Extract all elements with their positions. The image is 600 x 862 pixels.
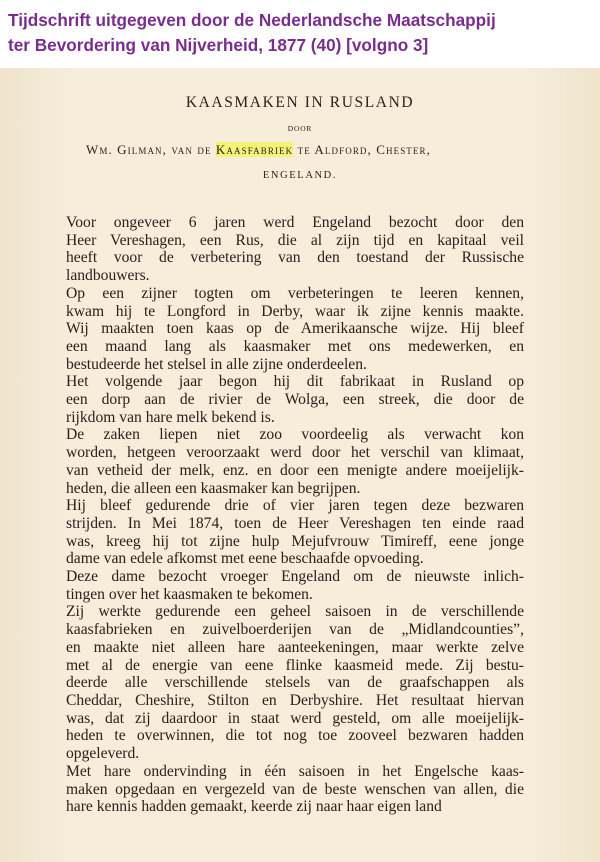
paragraph-line: heden te overwinnen, die tot nog toe zooveel bezwaren hadden [66, 727, 524, 745]
paragraph-line: heeft voor de verbetering van den toestand der Russische [66, 249, 524, 267]
citation-line-2: ter Bevordering van Nijverheid, 1877 (40) [volgno 3] [8, 35, 429, 55]
paragraph-line: Op een zijner togten om verbeteringen te leeren kennen, [66, 284, 524, 302]
paragraph-line: heden, die alleen een kaasmaker kan begrijpen. [66, 479, 361, 497]
paragraph-line: landbouwers. [66, 267, 150, 285]
paragraph [48, 603, 524, 762]
paragraph [48, 426, 524, 497]
paragraph-line: Met hare ondervinding in één saisoen in het Engelsche kaas- [66, 762, 524, 780]
paragraph-line: kaasfabrieken en zuivelboerderijen van de „Midlandcounties”, [66, 621, 524, 639]
paragraph-line: Cheddar, Cheshire, Stilton en Derbyshire. Het resultaat hiervan [66, 691, 524, 709]
paragraph-line: een maand lang als kaasmaker met ons medewerken, en [66, 337, 524, 355]
citation-line-1: Tijdschrift uitgegeven door de Nederlandsche Maatschappij [8, 10, 496, 30]
paragraph-line: deerde alle verschillende stelsels van de graafschappen als [66, 674, 524, 692]
search-highlight: Kaasfabriek [215, 142, 294, 157]
paragraph [48, 373, 524, 426]
paragraph-line: tingen over het kaasmaken te bekomen. [66, 585, 313, 603]
paragraph-line: Zij werkte gedurende een geheel saisoen in de verschillende [66, 603, 524, 621]
paragraph-line: hare kennis hadden gemaakt, keerde zij naar haar eigen land [66, 798, 442, 816]
paragraph-line: Voor ongeveer 6 jaren werd Engeland bezocht door den [66, 214, 524, 231]
paragraph [48, 214, 524, 285]
paragraph-line: kwam hij te Longford in Derby, waar ik zijne kennis maakte. [66, 302, 524, 320]
paragraph-line: opgeleverd. [66, 745, 140, 763]
paragraph-line: Deze dame bezocht vroeger Engeland om de nieuwste inlich- [66, 568, 524, 586]
article-byline-door: DOOR [287, 124, 313, 133]
author-name: Wm. Gilman, van de [86, 142, 212, 157]
paragraph-line: en maakte niet alleen hare aanteekeningen, maar werkte zelve [66, 638, 524, 656]
paragraph-line: Hij bleef gedurende drie of vier jaren tegen deze bezwaren [66, 497, 524, 515]
paragraph-line: dame van edele afkomst met eene beschaafde opvoeding. [66, 550, 424, 568]
paragraph-line: een dorp aan de rivier de Wolga, een streek, die door de [66, 391, 524, 409]
paragraph-line: maken opgedaan en vergezeld van de beste wenschen van allen, die [66, 780, 524, 798]
author-location: te Aldford, Chester, [297, 142, 431, 157]
article-author [86, 142, 526, 158]
paragraph-line: was, kreeg hij tot zijne hulp Mejufvrouw Timireff, eene jonge [66, 532, 524, 550]
paragraph-line: van vetheid der melk, enz. en door een menigte andere moeijelijk- [66, 461, 524, 479]
article-country: ENGELAND. [262, 170, 338, 181]
paragraph-line: bestudeerde het stelsel in alle zijne onderdeelen. [66, 355, 367, 373]
citation-header [0, 0, 600, 66]
paragraph-line: worden, hetgeen veroorzaakt werd door het verschil van klimaat, [66, 444, 524, 462]
scanned-page [0, 68, 600, 862]
paragraph-line: was, dat zij daardoor in staat werd gesteld, om alle moeijelijk- [66, 709, 524, 727]
paragraph-line: met al de energie van eene flinke kaasmeid mede. Zij bestu- [66, 656, 524, 674]
paragraph-line: strijden. In Mei 1874, toen de Heer Vereshagen ten einde raad [66, 514, 524, 532]
paragraph [48, 497, 524, 568]
paragraph-line: rijkdom van hare melk bekend is. [66, 408, 275, 426]
paragraph [48, 763, 524, 816]
paragraph-line: De zaken liepen niet zoo voordeelig als verwacht kon [66, 426, 524, 444]
paragraph [48, 285, 524, 374]
paragraph [48, 568, 524, 603]
article-body [48, 214, 524, 816]
paragraph-line: Heer Vereshagen, een Rus, die al zijn tijd en kapitaal veil [66, 231, 524, 249]
paragraph-line: Het volgende jaar begon hij dit fabrikaat in Rusland op [66, 373, 524, 391]
article-title: KAASMAKEN IN RUSLAND [185, 94, 415, 111]
paragraph-line: Wij maakten toen kaas op de Amerikaansche wijze. Hij bleef [66, 320, 524, 338]
